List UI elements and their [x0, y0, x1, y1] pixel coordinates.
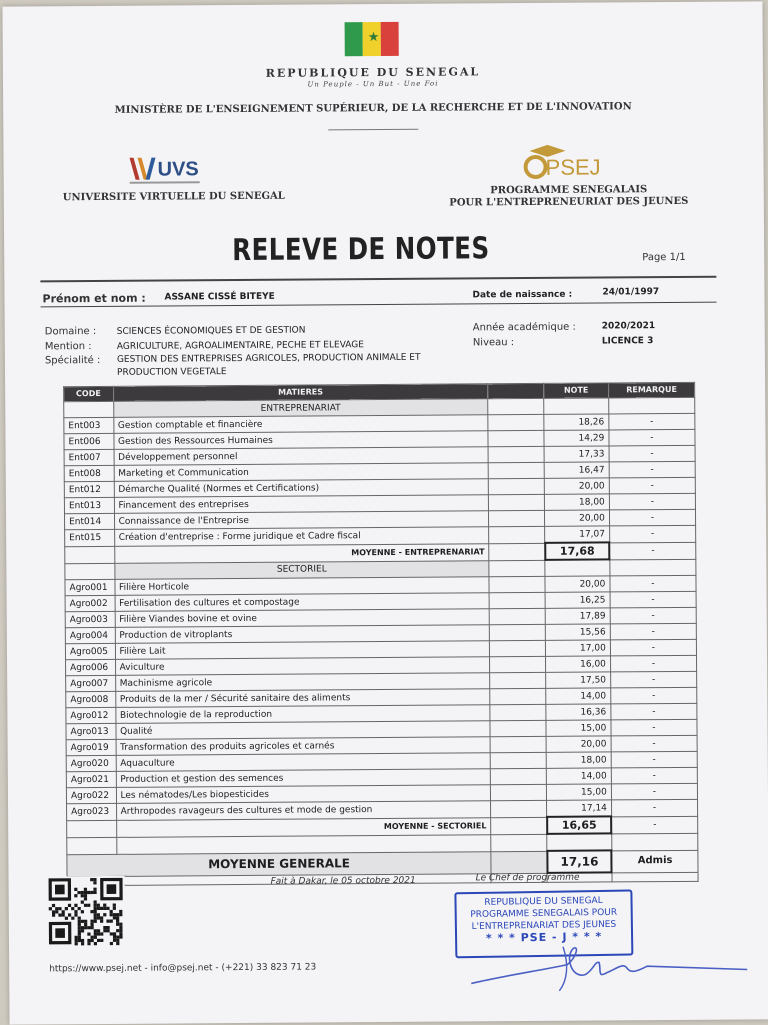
- course-remarque: -: [610, 575, 696, 592]
- course-remarque: -: [609, 493, 695, 510]
- empty-cell: [491, 768, 547, 784]
- empty-cell: [488, 446, 544, 462]
- course-name: Fertilisation des cultures et compostage: [115, 593, 490, 612]
- course-name: Production et gestion des semences: [116, 769, 491, 788]
- header-note: NOTE: [544, 383, 609, 398]
- course-note: 16,00: [546, 656, 611, 672]
- course-remarque: -: [609, 413, 695, 430]
- section-name: SECTORIEL: [114, 560, 489, 579]
- place-date: Fait à Dakar, le 05 octobre 2021: [270, 875, 416, 887]
- program-head-title: Le Chef de programme: [475, 872, 580, 884]
- empty-cell: [490, 736, 546, 752]
- course-name: Financement des entreprises: [114, 495, 489, 514]
- name-label: Prénom et nom :: [42, 291, 146, 306]
- document-title: RELEVE DE NOTES: [232, 231, 490, 269]
- course-remarque: -: [611, 703, 697, 720]
- domaine-label: Domaine :: [44, 326, 97, 338]
- ministry-title: MINISTÈRE DE L'ENSEIGNEMENT SUPÉRIEUR, DE LA RECHERCHE ET DE L'INNOVATION: [114, 101, 632, 116]
- dob-value: 24/01/1997: [602, 287, 660, 298]
- course-name: Production de vitroplants: [115, 625, 490, 644]
- course-name: Développement personnel: [114, 447, 489, 466]
- course-remarque: -: [611, 735, 697, 752]
- course-remarque: -: [610, 639, 696, 656]
- course-code: Ent013: [64, 497, 114, 513]
- spacer-cell: [612, 833, 698, 851]
- course-note: 17,50: [546, 672, 611, 688]
- empty-cell: [489, 478, 545, 494]
- course-remarque: -: [610, 623, 696, 640]
- course-note: 16,25: [545, 592, 610, 608]
- course-code: Agro005: [65, 643, 115, 659]
- niveau-value: LICENCE 3: [601, 336, 654, 347]
- course-note: 15,00: [546, 720, 611, 736]
- course-remarque: -: [609, 525, 695, 542]
- psej-name-line2: POUR L'ENTREPRENEURIAT DES JEUNES: [449, 195, 689, 209]
- course-name: Aviculture: [115, 657, 490, 676]
- empty-cell: [490, 672, 546, 688]
- specialite-value-line2: PRODUCTION VEGETALE: [116, 367, 227, 378]
- course-code: Agro021: [66, 771, 116, 787]
- course-code: Ent006: [64, 433, 114, 449]
- average-empty-cell: [491, 817, 547, 834]
- course-code: Ent003: [64, 417, 114, 433]
- niveau-label: Niveau :: [472, 337, 515, 349]
- course-note: 18,00: [546, 752, 611, 768]
- grades-body: [64, 397, 698, 885]
- signature: [467, 933, 757, 995]
- course-name: Filière Viandes bovine et ovine: [115, 609, 490, 628]
- empty-cell: [490, 720, 546, 736]
- senegal-flag: ★: [345, 22, 399, 56]
- section-rem-cell: [609, 397, 695, 414]
- course-name: Aquaculture: [116, 753, 491, 772]
- course-name: Gestion comptable et financière: [113, 415, 488, 434]
- spacer-cell: [547, 833, 612, 850]
- course-code: Ent014: [64, 513, 114, 529]
- course-remarque: -: [610, 591, 696, 608]
- section-average-remarque: -: [611, 816, 697, 834]
- mention-value: AGRICULTURE, AGROALIMENTAIRE, PECHE ET ELEVAGE: [116, 340, 364, 352]
- stamp-line4: * * * PSE - J * * *: [485, 929, 603, 945]
- empty-cell: [491, 800, 547, 817]
- empty-cell: [489, 608, 545, 624]
- psej-logo: [523, 140, 623, 183]
- empty-cell: [489, 526, 545, 543]
- course-name: Les nématodes/Les biopesticides: [116, 785, 491, 804]
- course-code: Ent012: [64, 481, 114, 497]
- course-remarque: -: [611, 719, 697, 736]
- republic-motto: Un Peuple - Un But - Une Foi: [307, 79, 439, 89]
- course-remarque: -: [609, 429, 695, 446]
- course-note: 17,00: [546, 640, 611, 656]
- course-note: 14,00: [546, 688, 611, 704]
- course-name: Transformation des produits agricoles et carnés: [116, 737, 491, 756]
- course-code: Agro002: [65, 595, 115, 611]
- domaine-value: SCIENCES ÉCONOMIQUES ET DE GESTION: [116, 325, 306, 337]
- uvs-name: UNIVERSITE VIRTUELLE DU SENEGAL: [62, 190, 285, 204]
- course-remarque: -: [610, 655, 696, 672]
- grades-table: [63, 382, 698, 886]
- average-code-cell: [65, 546, 115, 563]
- course-name: Biotechnologie de la reproduction: [115, 705, 490, 724]
- specialite-label: Spécialité :: [44, 354, 101, 367]
- course-code: Agro012: [66, 707, 116, 723]
- course-note: 17,89: [545, 608, 610, 624]
- general-average-label: MOYENNE GENERALE: [67, 851, 491, 876]
- course-code: Ent008: [64, 465, 114, 481]
- top-rule: [40, 276, 716, 283]
- course-name: Connaissance de l'Entreprise: [114, 511, 489, 530]
- header-divider: [328, 129, 418, 131]
- tail-cell: [612, 872, 698, 882]
- annee-label: Année académique :: [472, 321, 576, 334]
- course-name: Filière Horticole: [114, 577, 489, 596]
- empty-cell: [491, 784, 547, 800]
- course-note: 20,00: [545, 576, 610, 592]
- course-code: Agro008: [66, 691, 116, 707]
- annee-value: 2020/2021: [601, 321, 656, 332]
- course-note: 18,26: [544, 414, 609, 430]
- course-name: Démarche Qualité (Normes et Certifications): [114, 479, 489, 498]
- course-note: 18,00: [545, 494, 610, 510]
- course-code: Agro019: [66, 739, 116, 755]
- section-average-value: 16,65: [547, 816, 612, 833]
- section-average-value: 17,68: [545, 542, 610, 559]
- course-code: Agro003: [65, 611, 115, 627]
- course-name: Qualité: [115, 721, 490, 740]
- empty-cell: [489, 592, 545, 608]
- course-remarque: -: [610, 607, 696, 624]
- course-remarque: -: [611, 767, 697, 784]
- course-note: 20,00: [546, 736, 611, 752]
- course-code: Ent015: [65, 529, 115, 546]
- empty-cell: [489, 510, 545, 526]
- course-code: Ent007: [64, 449, 114, 465]
- mention-label: Mention :: [44, 341, 92, 353]
- section-average-label: MOYENNE - SECTORIEL: [116, 817, 491, 837]
- section-code-cell: [64, 401, 114, 417]
- dob-label: Date de naissance :: [472, 289, 573, 301]
- course-code: Agro006: [66, 659, 116, 675]
- section-rem-cell: [610, 559, 696, 576]
- course-code: Agro001: [65, 579, 115, 595]
- course-code: Agro022: [66, 787, 116, 803]
- section-note-cell: [545, 559, 610, 576]
- course-name: Arthropodes ravageurs des cultures et mode de gestion: [116, 801, 491, 820]
- course-remarque: -: [611, 687, 697, 704]
- stamp-line2: PROGRAMME SENEGALAIS POUR: [470, 907, 618, 921]
- section-average-label: MOYENNE - ENTREPRENARIAT: [114, 543, 489, 563]
- header-matieres: MATIERES: [113, 384, 488, 402]
- course-remarque: -: [609, 477, 695, 494]
- uvs-logo-text: UVS: [157, 158, 199, 181]
- course-note: 17,07: [545, 526, 610, 543]
- uvs-logo: [125, 153, 225, 186]
- empty-cell: [488, 462, 544, 478]
- course-code: Agro004: [65, 627, 115, 643]
- empty-cell: [489, 494, 545, 510]
- empty-cell: [490, 640, 546, 656]
- average-code-cell: [67, 820, 117, 837]
- section-average-remarque: -: [610, 542, 696, 560]
- empty-cell: [489, 576, 545, 592]
- course-code: Agro020: [66, 755, 116, 771]
- empty-cell: [490, 688, 546, 704]
- course-note: 20,00: [544, 478, 609, 494]
- contact-info: https://www.psej.net - info@psej.net - (+221) 33 823 71 23: [49, 962, 317, 975]
- empty-cell: [490, 752, 546, 768]
- general-average-value: 17,16: [547, 850, 612, 872]
- spacer-cell: [491, 834, 547, 851]
- course-remarque: -: [611, 799, 697, 816]
- course-remarque: -: [609, 509, 695, 526]
- header-empty: [488, 383, 544, 398]
- section-empty-cell: [488, 398, 544, 414]
- empty-cell: [490, 656, 546, 672]
- republic-title: REPUBLIQUE DU SENEGAL: [265, 65, 481, 80]
- course-remarque: -: [609, 461, 695, 478]
- course-code: Agro013: [66, 723, 116, 739]
- average-empty-cell: [489, 543, 545, 560]
- spacer-cell: [67, 837, 117, 854]
- empty-cell: [490, 704, 546, 720]
- course-note: 15,56: [546, 624, 611, 640]
- empty-cell: [488, 430, 544, 446]
- psej-name: [424, 184, 714, 210]
- course-note: 14,29: [544, 430, 609, 446]
- course-note: 16,36: [546, 704, 611, 720]
- course-note: 14,00: [547, 768, 612, 784]
- course-note: 20,00: [545, 510, 610, 526]
- section-empty-cell: [489, 560, 545, 577]
- course-note: 16,47: [544, 462, 609, 478]
- course-remarque: -: [609, 445, 695, 462]
- course-note: 15,00: [547, 784, 612, 800]
- course-code: Agro007: [66, 675, 116, 691]
- course-name: Gestion des Ressources Humaines: [113, 431, 488, 450]
- stamp-line1: REPUBLIQUE DU SENEGAL: [484, 895, 603, 908]
- psej-name-line1: PROGRAMME SENEGALAIS: [490, 184, 648, 197]
- qr-code: [47, 876, 125, 947]
- course-name: Produits de la mer / Sécurité sanitaire des aliments: [115, 689, 490, 708]
- psej-logo-text: PSEJ: [545, 154, 601, 180]
- course-name: Création d'entreprise : Forme juridique et Cadre fiscal: [114, 527, 489, 546]
- student-name: ASSANE CISSÉ BITEYE: [164, 291, 275, 303]
- specialite-value-line1: GESTION DES ENTREPRISES AGRICOLES, PRODUCTION ANIMALE ET: [116, 352, 421, 365]
- empty-cell: [488, 414, 544, 430]
- section-code-cell: [65, 563, 115, 580]
- course-remarque: -: [611, 783, 697, 800]
- header-code: CODE: [64, 386, 114, 401]
- section-note-cell: [544, 398, 609, 414]
- document-page: [2, 1, 768, 1024]
- page-number: Page 1/1: [642, 251, 686, 264]
- empty-cell: [490, 624, 546, 640]
- course-remarque: -: [610, 671, 696, 688]
- section-name: ENTREPRENARIAT: [113, 399, 488, 418]
- course-code: Agro023: [67, 803, 117, 820]
- course-note: 17,33: [544, 446, 609, 462]
- general-empty-cell: [491, 851, 547, 873]
- general-average-remarque: Admis: [612, 850, 698, 873]
- course-name: Marketing et Communication: [114, 463, 489, 482]
- course-remarque: -: [611, 751, 697, 768]
- header-remarque: REMARQUE: [608, 382, 694, 398]
- course-name: Machinisme agricole: [115, 673, 490, 692]
- stamp-line3: L'ENTREPRENARIAT DES JEUNES: [471, 919, 617, 933]
- course-note: 17,14: [547, 800, 612, 817]
- course-name: Filière Lait: [115, 641, 490, 660]
